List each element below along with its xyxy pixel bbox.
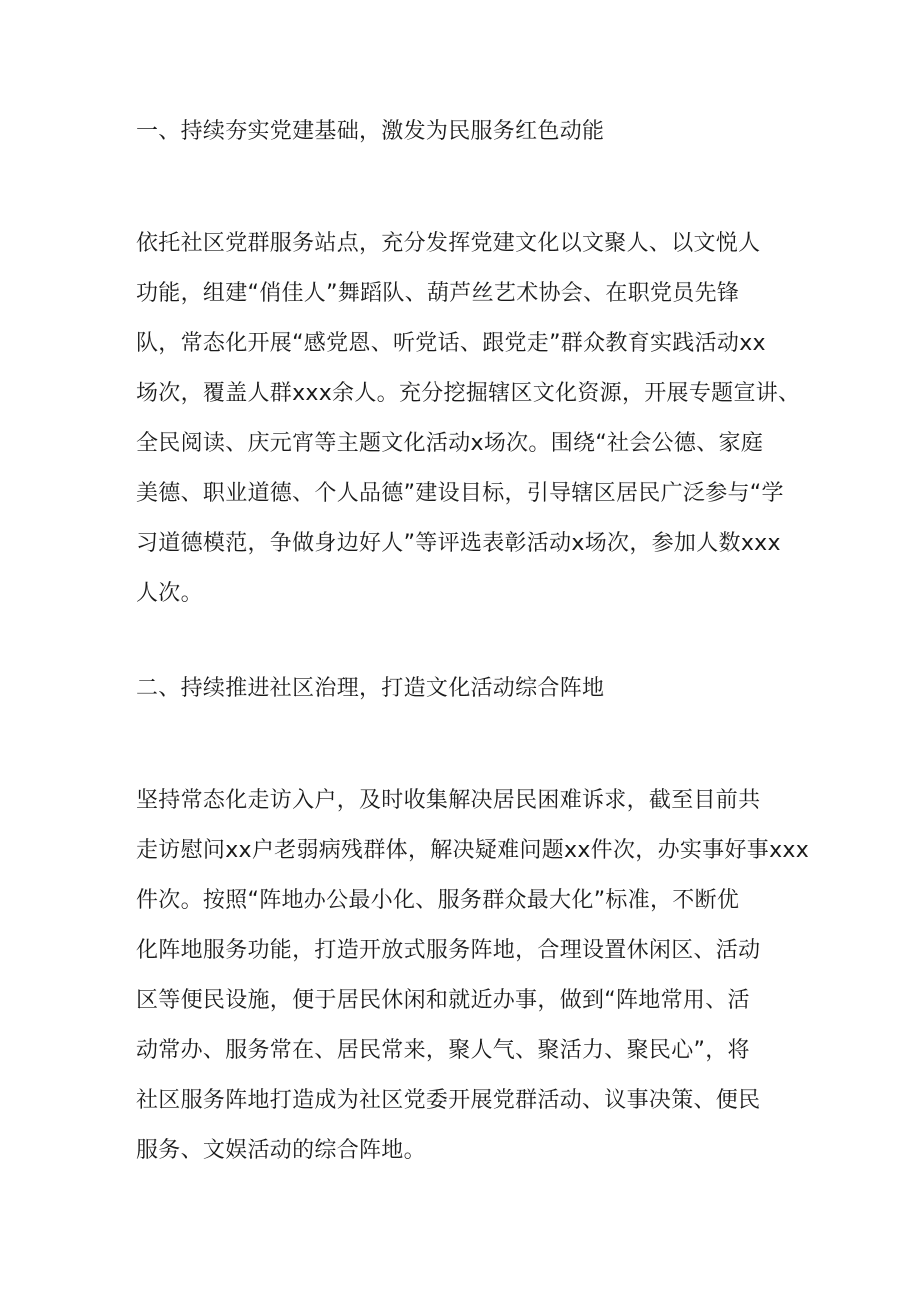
paragraph-line: 区等便民设施，便于居民休闲和就近办事，做到“阵地常用、活 [136,988,750,1013]
paragraph-line: 社区服务阵地打造成为社区党委开展党群活动、议事决策、便民 [136,1088,761,1113]
paragraph-line: 坚持常态化走访入户，及时收集解决居民困难诉求，截至目前共 [136,788,761,813]
section-2-heading: 二、持续推进社区治理，打造文化活动综合阵地 [136,676,605,701]
paragraph-line: 全民阅读、庆元宵等主题文化活动x场次。围绕“社会公德、家庭 [136,431,764,456]
paragraph-line: 依托社区党群服务站点，充分发挥党建文化以文聚人、以文悦人 [136,231,761,256]
paragraph-line: 习道德模范，争做身边好人”等评选表彰活动x场次，参加人数xxx [136,531,781,556]
paragraph-line: 美德、职业道德、个人品德”建设目标，引导辖区居民广泛参与“学 [136,481,784,506]
section-1-heading: 一、持续夯实党建基础，激发为民服务红色动能 [136,119,605,144]
paragraph-line: 功能，组建“俏佳人”舞蹈队、葫芦丝艺术协会、在职党员先锋 [136,281,740,306]
paragraph-line: 动常办、服务常在、居民常来，聚人气、聚活力、聚民心”，将 [136,1038,750,1063]
paragraph-line: 场次，覆盖人群xxx余人。充分挖掘辖区文化资源，开展专题宣讲、 [136,381,801,406]
paragraph-line: 队，常态化开展“感党恩、听党话、跟党走”群众教育实践活动xx [136,331,766,356]
paragraph-line: 化阵地服务功能，打造开放式服务阵地，合理设置休闲区、活动 [136,938,761,963]
paragraph-line: 件次。按照“阵地办公最小化、服务群众最大化”标准，不断优 [136,888,740,913]
paragraph-line: 走访慰问xx户老弱病残群体，解决疑难问题xx件次，办实事好事xxx [136,838,810,863]
section-2-paragraph [136,776,810,1176]
section-1-paragraph [136,219,801,619]
paragraph-line: 服务、文娱活动的综合阵地。 [136,1138,426,1163]
paragraph-line: 人次。 [136,581,203,606]
